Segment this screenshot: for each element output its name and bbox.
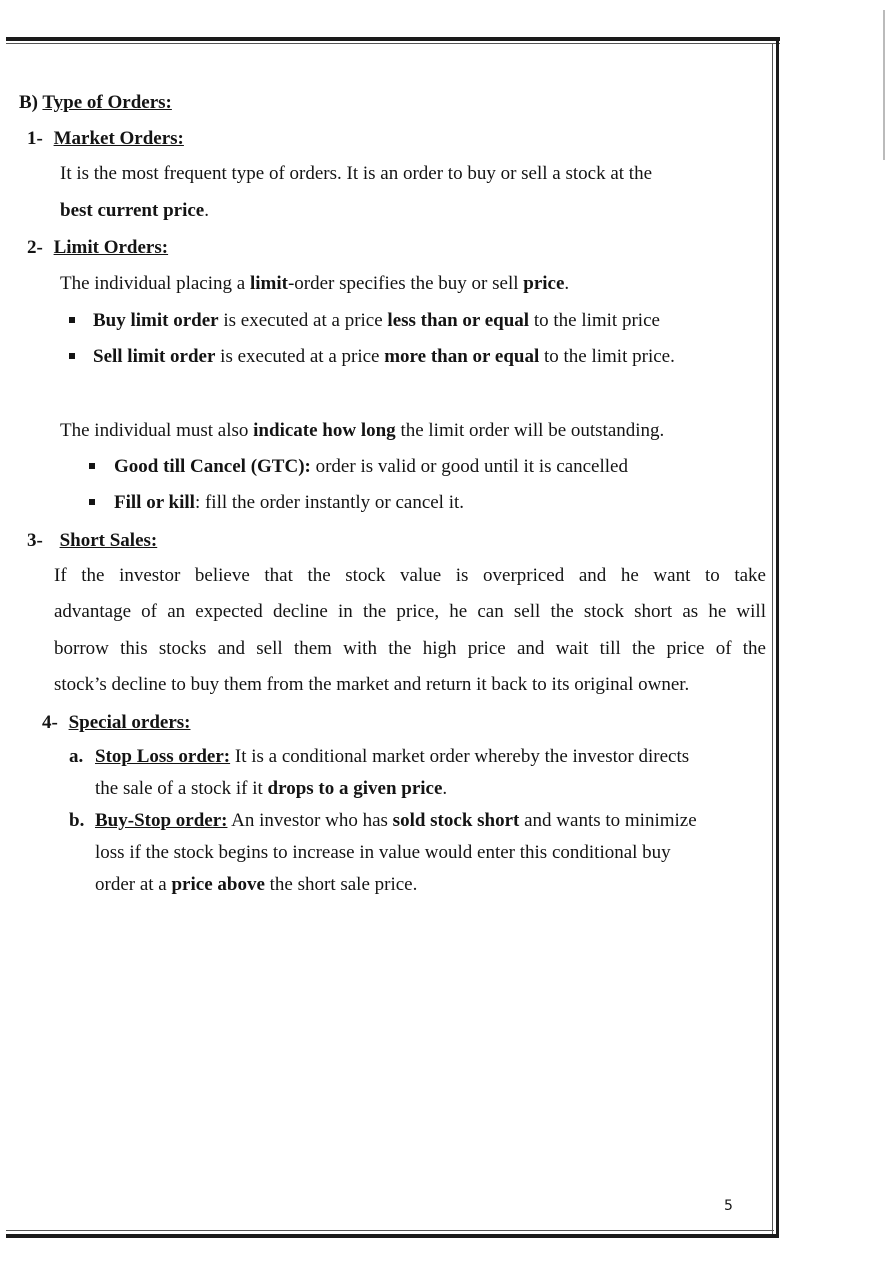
fok-definition: : fill the order instantly or cancel it.: [194, 492, 465, 513]
buy-stop-text-3: [95, 873, 417, 897]
buy-limit-term: Buy limit order: [93, 310, 219, 331]
sell-limit-text-b: to the limit price.: [539, 346, 675, 367]
limit-intro-b: limit: [249, 273, 288, 294]
market-orders-number: 1-: [27, 128, 43, 149]
short-sales-text-2: advantage of an expected decline in the price, he can sell the stock short as he will: [54, 601, 766, 622]
bullet-icon: [69, 317, 75, 323]
sell-limit-term: Sell limit order: [93, 346, 216, 367]
special-orders-heading: [42, 711, 190, 735]
buy-stop-label: b.: [69, 810, 85, 831]
sell-limit-condition: more than or equal: [384, 346, 540, 367]
section-title: Type of Orders:: [42, 92, 172, 113]
limit-orders-heading: [27, 236, 168, 260]
stop-loss-text-2: [95, 777, 447, 801]
fok-term: Fill or kill: [114, 492, 195, 513]
market-orders-text-1: It is the most frequent type of orders. It is an order to buy or sell a stock at the: [60, 163, 653, 184]
buy-stop-price-above: price above: [171, 874, 265, 895]
limit-intro-e: .: [564, 273, 570, 294]
duration-text-b: the limit order will be outstanding.: [395, 420, 665, 441]
limit-orders-title: Limit Orders:: [53, 237, 169, 258]
short-sales-number: 3-: [27, 530, 43, 551]
page-border-right-inner: [772, 44, 773, 1234]
bullet-icon: [69, 353, 75, 359]
limit-intro-a: The individual placing a: [60, 273, 250, 294]
stop-loss-label: a.: [69, 746, 84, 767]
buy-limit-text-a: is executed at a price: [218, 310, 388, 331]
short-sales-text-3: borrow this stocks and sell them with the high price and wait till the price of the: [54, 638, 766, 659]
market-orders-period: .: [204, 200, 209, 221]
market-orders-heading: [27, 127, 184, 151]
page-border-right: [776, 37, 779, 1237]
bullet-icon: [89, 499, 95, 505]
short-sales-heading: [27, 529, 157, 553]
limit-orders-intro: [60, 272, 569, 296]
stop-loss-definition: It is a conditional market order whereby the investor directs: [230, 746, 690, 767]
stop-loss-text-a: the sale of a stock if it: [95, 778, 268, 799]
short-sales-text-4: stock’s decline to buy them from the market and return it back to its original owner.: [54, 674, 690, 695]
buy-limit-condition: less than or equal: [387, 310, 530, 331]
bullet-icon: [89, 463, 95, 469]
sell-limit-bullet-text: [93, 345, 675, 369]
section-heading: [19, 91, 172, 115]
page-border-top: [6, 37, 780, 41]
buy-stop-text-1: [95, 809, 697, 833]
buy-stop-title: Buy-Stop order:: [95, 810, 228, 831]
buy-limit-bullet-text: [93, 309, 660, 333]
market-orders-title: Market Orders:: [53, 128, 184, 149]
page-border-bottom: [6, 1234, 779, 1238]
limit-duration-text: [60, 419, 664, 443]
page-number: 5: [724, 1198, 733, 1214]
stop-loss-title: Stop Loss order:: [95, 746, 231, 767]
market-orders-bold: best current price: [60, 200, 205, 221]
page-border-top-inner: [6, 43, 780, 44]
short-sales-title: Short Sales:: [59, 530, 158, 551]
buy-stop-text-2: loss if the stock begins to increase in value would enter this conditional buy: [95, 842, 671, 863]
stop-loss-period: .: [442, 778, 448, 799]
gtc-bullet-text: [114, 455, 628, 479]
short-sales-text-1: If the investor believe that the stock value is overpriced and he want to take: [54, 565, 766, 586]
duration-text-a: The individual must also: [60, 420, 254, 441]
special-orders-number: 4-: [42, 712, 58, 733]
buy-stop-text-d: the short sale price.: [264, 874, 418, 895]
buy-stop-emphasis: sold stock short: [392, 810, 520, 831]
page-border-bottom-inner: [6, 1230, 774, 1231]
section-label: B): [19, 92, 38, 113]
special-orders-title: Special orders:: [68, 712, 191, 733]
duration-emphasis: indicate how long: [253, 420, 396, 441]
buy-stop-text-c: order at a: [95, 874, 172, 895]
limit-intro-c: -order specifies the buy or sell: [287, 273, 524, 294]
buy-stop-text-b: and wants to minimize: [519, 810, 697, 831]
limit-intro-d: price: [523, 273, 565, 294]
gtc-term: Good till Cancel (GTC):: [114, 456, 311, 477]
sell-limit-text-a: is executed at a price: [215, 346, 385, 367]
limit-orders-number: 2-: [27, 237, 43, 258]
stop-loss-text-1: [95, 745, 689, 769]
buy-limit-text-b: to the limit price: [529, 310, 660, 331]
fok-bullet-text: [114, 491, 464, 515]
gtc-definition: order is valid or good until it is cancelled: [310, 456, 628, 477]
stop-loss-condition: drops to a given price: [267, 778, 443, 799]
buy-stop-text-a: An investor who has: [227, 810, 393, 831]
market-orders-text-2: [60, 199, 209, 223]
scan-edge-mark: [883, 10, 885, 160]
